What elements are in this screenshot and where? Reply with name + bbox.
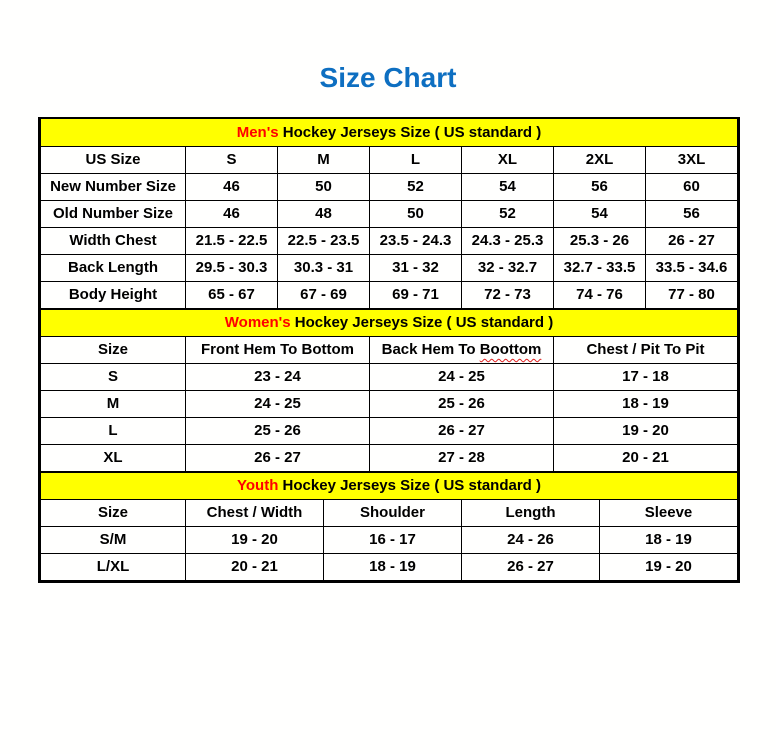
mens-value-cell: 22.5 - 23.5 (278, 227, 370, 254)
page-title: Size Chart (319, 62, 457, 93)
mens-value-cell: 32.7 - 33.5 (554, 254, 646, 281)
womens-data-row (41, 417, 738, 444)
womens-data-row (41, 444, 738, 471)
youth-data-row (41, 526, 738, 553)
mens-value-cell: 50 (370, 200, 462, 227)
womens-value-cell: 26 - 27 (370, 417, 554, 444)
mens-band-highlight: Men's (236, 123, 279, 141)
misspelled-word: Boottom (479, 341, 542, 358)
mens-row-label: Back Length (41, 254, 186, 281)
mens-row-label: New Number Size (41, 173, 186, 200)
youth-header-cell: Shoulder (324, 499, 462, 526)
mens-value-cell: 67 - 69 (278, 281, 370, 308)
womens-row-label: M (41, 390, 186, 417)
womens-value-cell: 25 - 26 (186, 417, 370, 444)
youth-band-highlight: Youth (237, 477, 279, 494)
mens-value-cell: 24.3 - 25.3 (462, 227, 554, 254)
mens-value-cell: 32 - 32.7 (462, 254, 554, 281)
mens-value-cell: 74 - 76 (554, 281, 646, 308)
womens-band-text: Hockey Jerseys Size ( US standard ) (290, 314, 554, 331)
womens-band-highlight: Women's (224, 314, 291, 331)
mens-value-cell: 52 (462, 200, 554, 227)
mens-value-cell: 31 - 32 (370, 254, 462, 281)
youth-value-cell: 20 - 21 (186, 553, 324, 580)
size-chart-tables (38, 117, 740, 583)
mens-value-cell: 56 (646, 200, 738, 227)
mens-value-cell: 46 (186, 200, 278, 227)
mens-header-cell: XL (462, 146, 554, 173)
mens-header-cell: US Size (41, 146, 186, 173)
mens-value-cell: 26 - 27 (646, 227, 738, 254)
mens-header-cell: 2XL (554, 146, 646, 173)
youth-header-cell: Chest / Width (186, 499, 324, 526)
womens-header-cell: Front Hem To Bottom (186, 336, 370, 363)
mens-data-row (41, 227, 738, 254)
mens-header-row (41, 146, 738, 173)
womens-row-label: L (41, 417, 186, 444)
womens-value-cell: 20 - 21 (554, 444, 738, 471)
youth-section-band (41, 472, 738, 499)
mens-section-band (41, 119, 738, 146)
youth-header-cell: Length (462, 499, 600, 526)
mens-value-cell: 30.3 - 31 (278, 254, 370, 281)
womens-value-cell: 24 - 25 (186, 390, 370, 417)
mens-value-cell: 60 (646, 173, 738, 200)
mens-header-cell: L (370, 146, 462, 173)
womens-header-cell: Back Hem To Boottom (370, 336, 554, 363)
mens-data-row (41, 200, 738, 227)
youth-row-label: S/M (41, 526, 186, 553)
mens-header-cell: M (278, 146, 370, 173)
womens-data-row (41, 363, 738, 390)
mens-band-row (41, 119, 738, 146)
womens-value-cell: 23 - 24 (186, 363, 370, 390)
womens-value-cell: 18 - 19 (554, 390, 738, 417)
womens-value-cell: 26 - 27 (186, 444, 370, 471)
mens-value-cell: 54 (462, 173, 554, 200)
youth-size-table (40, 472, 738, 581)
mens-header-cell: S (186, 146, 278, 173)
youth-value-cell: 16 - 17 (324, 526, 462, 553)
mens-value-cell: 65 - 67 (186, 281, 278, 308)
youth-value-cell: 19 - 20 (600, 553, 738, 580)
mens-value-cell: 69 - 71 (370, 281, 462, 308)
mens-size-table (40, 119, 738, 309)
mens-value-cell: 77 - 80 (646, 281, 738, 308)
youth-band-row (41, 472, 738, 499)
mens-value-cell: 54 (554, 200, 646, 227)
womens-band-row (41, 309, 738, 336)
youth-header-cell: Sleeve (600, 499, 738, 526)
womens-row-label: S (41, 363, 186, 390)
womens-value-cell: 27 - 28 (370, 444, 554, 471)
youth-value-cell: 24 - 26 (462, 526, 600, 553)
mens-data-row (41, 281, 738, 308)
mens-value-cell: 21.5 - 22.5 (186, 227, 278, 254)
womens-value-cell: 17 - 18 (554, 363, 738, 390)
youth-value-cell: 26 - 27 (462, 553, 600, 580)
mens-value-cell: 25.3 - 26 (554, 227, 646, 254)
youth-band-text: Hockey Jerseys Size ( US standard ) (278, 477, 541, 494)
womens-size-table (40, 309, 738, 472)
womens-header-row (41, 336, 738, 363)
womens-value-cell: 24 - 25 (370, 363, 554, 390)
mens-value-cell: 23.5 - 24.3 (370, 227, 462, 254)
mens-band-text: Hockey Jerseys Size ( US standard ) (278, 123, 542, 141)
mens-value-cell: 48 (278, 200, 370, 227)
youth-value-cell: 19 - 20 (186, 526, 324, 553)
mens-value-cell: 52 (370, 173, 462, 200)
youth-data-row (41, 553, 738, 580)
womens-section-band (41, 309, 738, 336)
size-chart-page (0, 62, 776, 583)
mens-row-label: Width Chest (41, 227, 186, 254)
youth-row-label: L/XL (41, 553, 186, 580)
womens-data-row (41, 390, 738, 417)
womens-header-cell: Chest / Pit To Pit (554, 336, 738, 363)
mens-header-cell: 3XL (646, 146, 738, 173)
mens-data-row (41, 254, 738, 281)
mens-value-cell: 33.5 - 34.6 (646, 254, 738, 281)
womens-row-label: XL (41, 444, 186, 471)
womens-header-cell: Size (41, 336, 186, 363)
youth-header-cell: Size (41, 499, 186, 526)
mens-value-cell: 46 (186, 173, 278, 200)
mens-data-row (41, 173, 738, 200)
youth-header-row (41, 499, 738, 526)
mens-value-cell: 56 (554, 173, 646, 200)
mens-row-label: Body Height (41, 281, 186, 308)
womens-value-cell: 25 - 26 (370, 390, 554, 417)
youth-value-cell: 18 - 19 (324, 553, 462, 580)
youth-value-cell: 18 - 19 (600, 526, 738, 553)
mens-value-cell: 29.5 - 30.3 (186, 254, 278, 281)
mens-value-cell: 50 (278, 173, 370, 200)
womens-value-cell: 19 - 20 (554, 417, 738, 444)
mens-value-cell: 72 - 73 (462, 281, 554, 308)
mens-row-label: Old Number Size (41, 200, 186, 227)
